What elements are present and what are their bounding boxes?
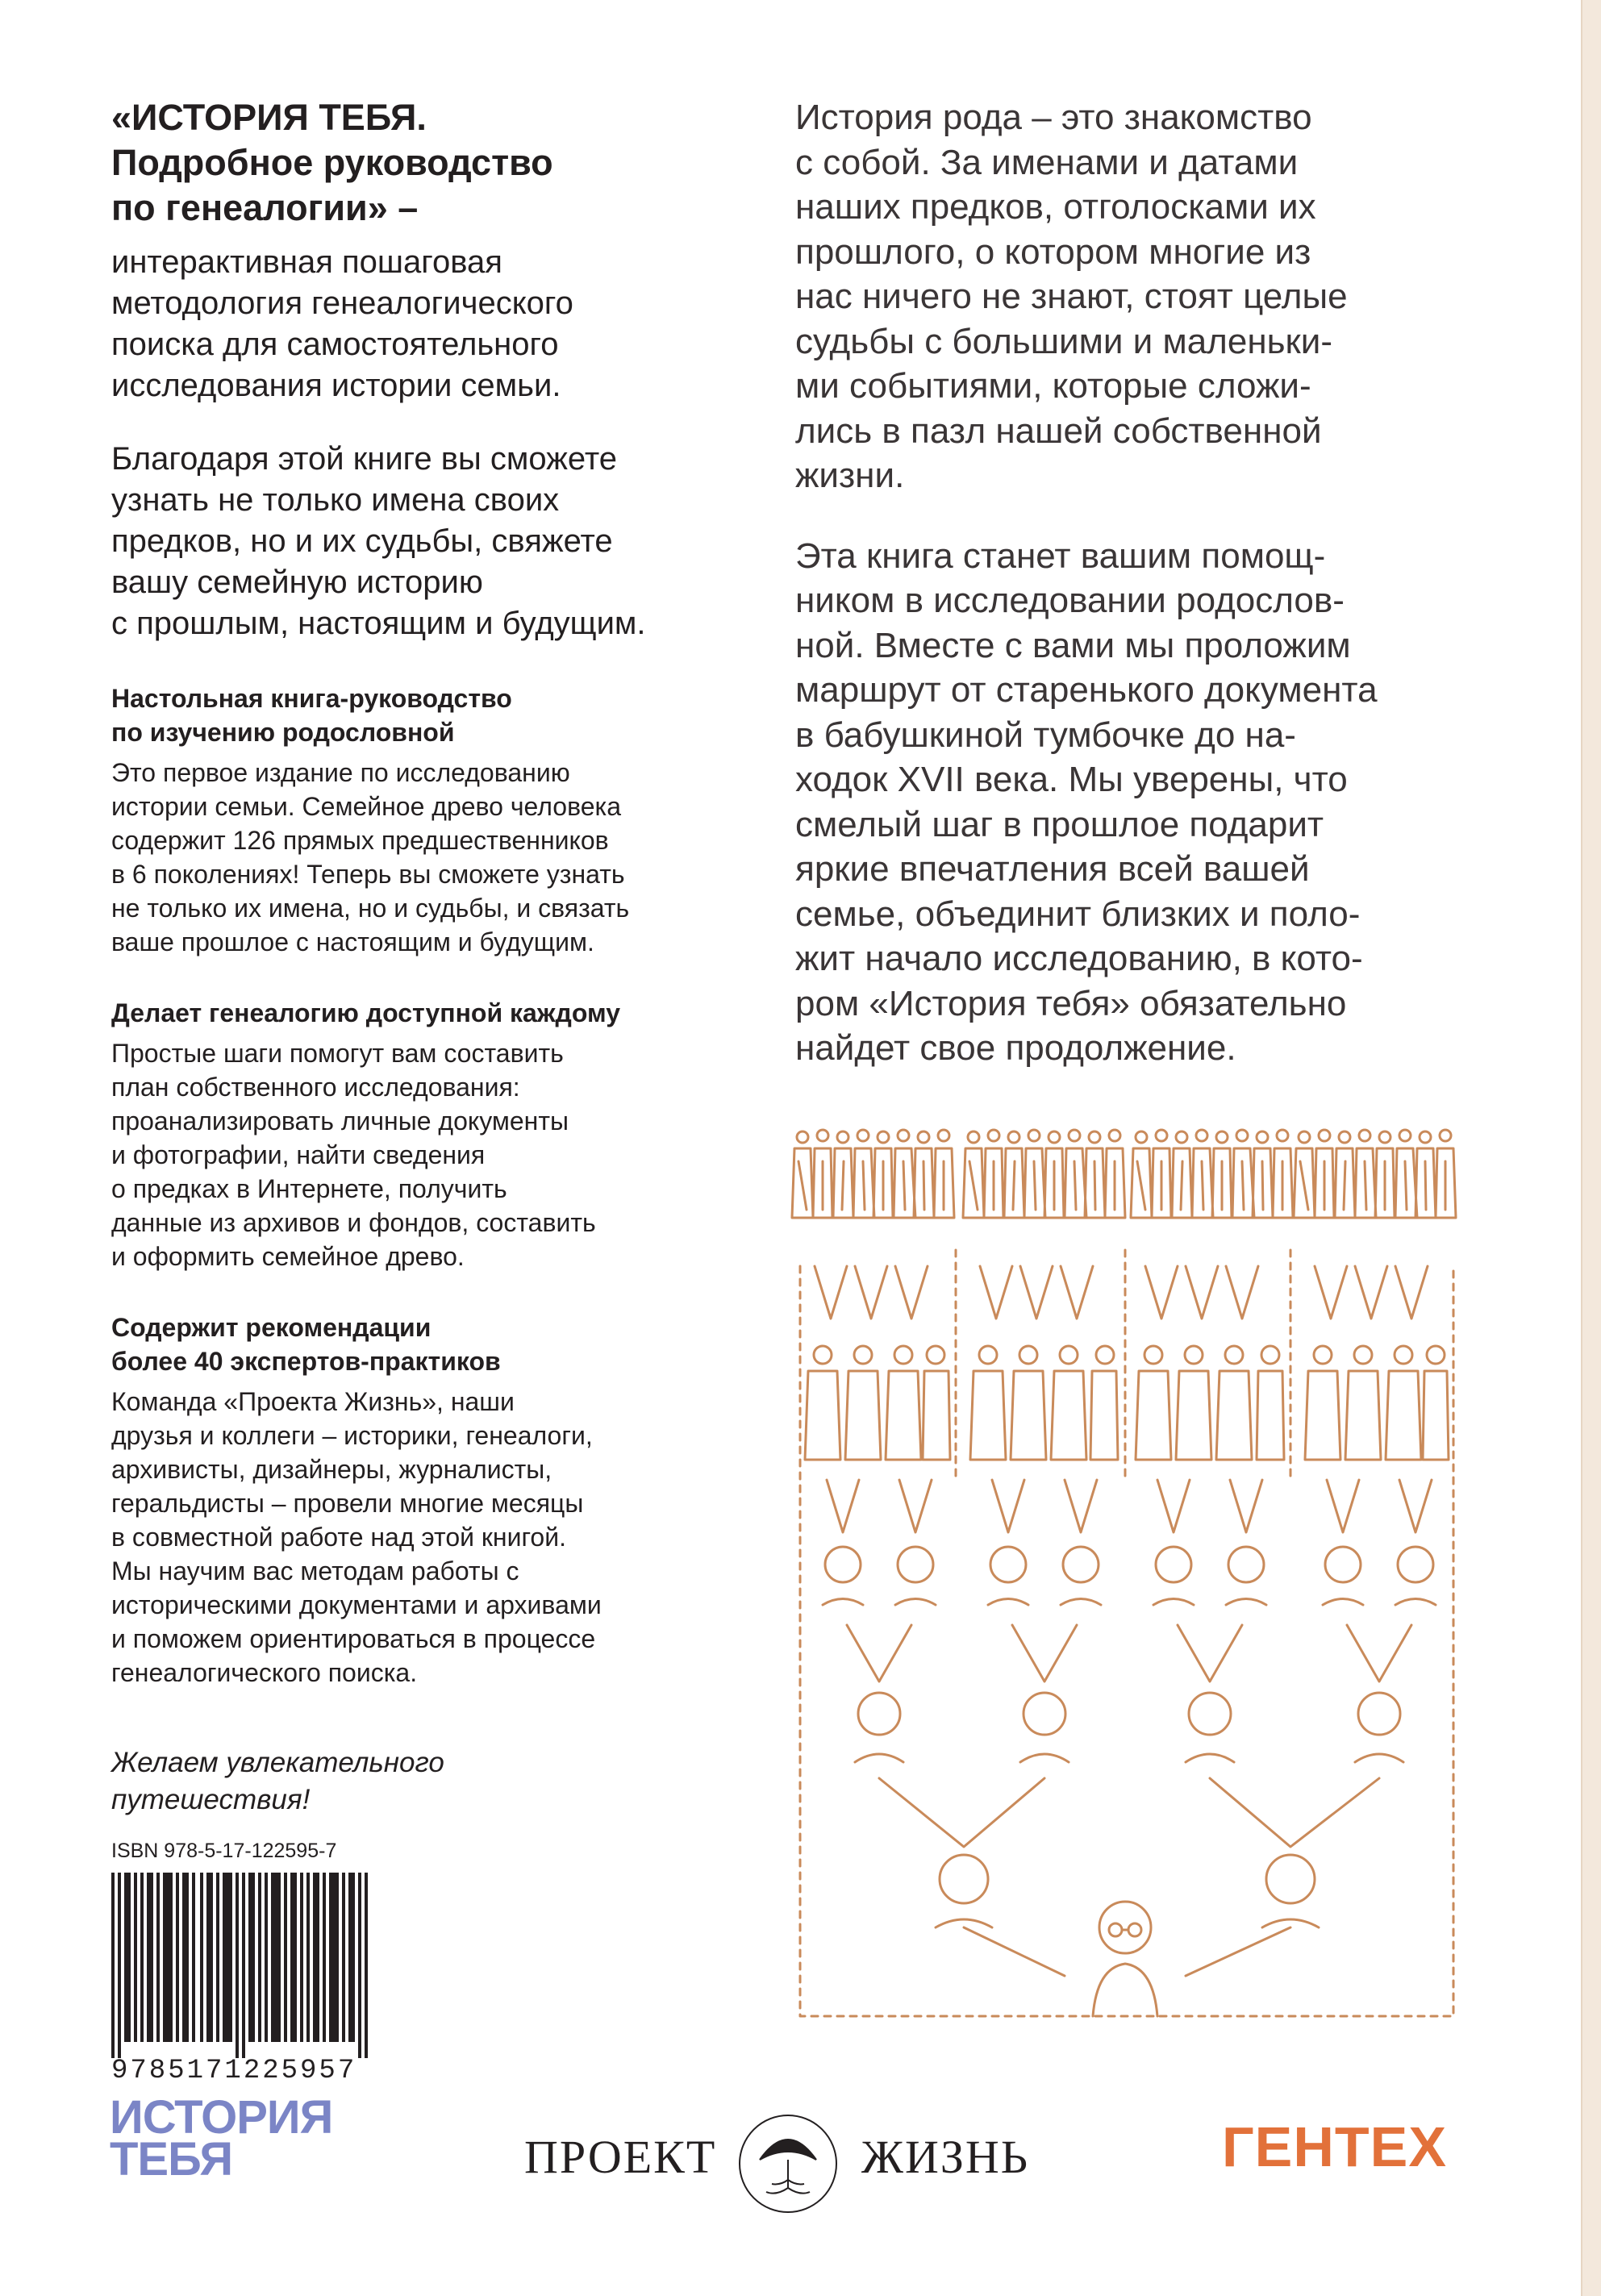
- intro-paragraph: [111, 439, 757, 644]
- istoria-tebya-logo: [110, 2091, 333, 2186]
- heading-line: Настольная книга-руководство: [111, 684, 512, 713]
- section-heading-experts: [111, 1311, 757, 1378]
- paragraph-line: прошлого, о котором многие из: [795, 231, 1311, 272]
- paragraph-line: жизни.: [795, 456, 905, 495]
- body-line: истории семьи. Семейное древо человека: [111, 792, 622, 821]
- intro-line: Благодаря этой книге вы сможете: [111, 441, 617, 477]
- tree-branches-row-1: [815, 1266, 1428, 1319]
- logo-word-right: ЖИЗНЬ: [861, 2131, 1030, 2183]
- body-line: содержит 126 прямых предшественников: [111, 826, 609, 855]
- heading-line: по изучению родословной: [111, 718, 455, 747]
- body-line: проанализировать личные документы: [111, 1106, 569, 1135]
- title-line: Подробное руководство: [111, 142, 553, 183]
- intro-line: узнать не только имена своих: [111, 482, 560, 518]
- body-line: историческими документами и архивами: [111, 1590, 602, 1619]
- section-body-experts: [111, 1385, 757, 1690]
- tree-branches-row-2: [827, 1480, 1432, 1532]
- gentech-logo: ГЕНТЕХ: [1222, 2115, 1448, 2178]
- barcode-icon: [111, 1873, 377, 2058]
- logo-line: ТЕБЯ: [110, 2133, 233, 2186]
- title-line: по генеалогии» –: [111, 187, 419, 228]
- family-tree-illustration: [790, 1121, 1460, 2032]
- left-column: [111, 95, 757, 1819]
- section-body-handbook: [111, 756, 757, 959]
- body-line: Команда «Проекта Жизнь», наши: [111, 1387, 515, 1416]
- book-purpose-paragraph: [795, 534, 1457, 1071]
- paragraph-line: ником в исследовании родослов-: [795, 581, 1345, 620]
- body-line: друзья и коллеги – историки, генеалоги,: [111, 1421, 593, 1450]
- paragraph-line: ром «История тебя» обязательно: [795, 983, 1347, 1023]
- grandparents-row: [823, 1547, 1436, 1605]
- book-title: [111, 95, 757, 231]
- central-child-figure: [1093, 1902, 1157, 2016]
- lead-line: методология генеалогического: [111, 285, 573, 321]
- paragraph-line: в бабушкиной тумбочке до на-: [795, 715, 1296, 755]
- body-line: генеалогического поиска.: [111, 1658, 418, 1687]
- paragraph-line: смелый шаг в прошлое подарит: [795, 804, 1324, 844]
- body-line: в совместной работе над этой книгой.: [111, 1523, 566, 1552]
- wish-line: Желаем увлекательного: [111, 1747, 444, 1778]
- body-line: о предках в Интернете, получить: [111, 1174, 507, 1203]
- body-line: геральдисты – провели многие месяцы: [111, 1489, 584, 1518]
- paragraph-line: найдет свое продолжение.: [795, 1028, 1236, 1068]
- paragraph-line: яркие впечатления всей вашей: [795, 849, 1310, 889]
- paragraph-line: нас ничего не знают, стоят целые: [795, 277, 1348, 316]
- body-line: не только их имена, но и судьбы, и связать: [111, 894, 630, 923]
- crowd-group-2: [963, 1130, 1125, 1218]
- body-line: и оформить семейное древо.: [111, 1242, 465, 1271]
- paragraph-line: лись в пазл нашей собственной: [795, 410, 1322, 451]
- crowd-group-3: [1131, 1130, 1293, 1218]
- logo-line: ИСТОРИЯ: [110, 2091, 333, 2144]
- body-line: ваше прошлое с настоящим и будущим.: [111, 927, 594, 956]
- paragraph-line: жит начало исследованию, в кото-: [795, 939, 1363, 978]
- body-line: Простые шаги помогут вам составить: [111, 1039, 564, 1068]
- isbn-number: ISBN 978-5-17-122595-7: [111, 1840, 337, 1862]
- book-lead: [111, 242, 757, 406]
- great-grandparents-row: [805, 1346, 1449, 1460]
- paragraph-line: ходок XVII века. Мы уверены, что: [795, 760, 1348, 799]
- wish-line: путешествия!: [111, 1784, 311, 1815]
- cover-spine-edge: [1581, 0, 1601, 2296]
- right-column: [795, 95, 1457, 1071]
- lead-line: интерактивная пошаговая: [111, 244, 502, 280]
- history-paragraph: [795, 95, 1457, 498]
- paragraph-line: судьбы с большими и маленьки-: [795, 321, 1333, 361]
- lead-line: поиска для самостоятельного: [111, 327, 559, 362]
- paragraph-line: маршрут от старенького документа: [795, 670, 1378, 710]
- intro-line: вашу семейную историю: [111, 565, 483, 600]
- intro-line: предков, но и их судьбы, свяжете: [111, 523, 613, 559]
- tree-branches-row-3: [847, 1625, 1411, 1681]
- intro-line: с прошлым, настоящим и будущим.: [111, 606, 646, 641]
- proekt-zhizn-logo: [524, 2111, 1049, 2216]
- title-line: «ИСТОРИЯ ТЕБЯ.: [111, 97, 427, 138]
- body-line: Это первое издание по исследованию: [111, 758, 570, 787]
- body-line: архивисты, дизайнеры, журналисты,: [111, 1455, 552, 1484]
- closing-wish: [111, 1744, 757, 1819]
- tree-branches-row-4: [879, 1778, 1379, 1847]
- section-heading-accessible: [111, 996, 757, 1030]
- logo-word-left: ПРОЕКТ: [524, 2131, 717, 2183]
- paragraph-line: ми событиями, которые сложи-: [795, 366, 1311, 406]
- paragraph-line: История рода – это знакомство: [795, 98, 1312, 137]
- barcode-digits: 9785171225957: [111, 2056, 357, 2086]
- lead-line: исследования истории семьи.: [111, 368, 561, 403]
- body-line: Мы научим вас методам работы с: [111, 1556, 519, 1586]
- paragraph-line: семье, объединит близких и поло-: [795, 894, 1361, 934]
- parents-generation-row: [855, 1693, 1403, 1762]
- paragraph-line: ной. Вместе с вами мы проложим: [795, 625, 1351, 665]
- paragraph-line: с собой. За именами и датами: [795, 142, 1299, 182]
- section-heading-handbook: [111, 681, 757, 749]
- crowd-group-1: [792, 1130, 954, 1218]
- body-line: данные из архивов и фондов, составить: [111, 1208, 596, 1237]
- heading-line: Содержит рекомендации: [111, 1313, 432, 1342]
- crowd-group-4: [1294, 1130, 1456, 1218]
- tree-emblem-icon: [736, 2111, 840, 2216]
- body-line: план собственного исследования:: [111, 1073, 520, 1102]
- ancestors-crowd-row: [792, 1130, 1456, 1218]
- heading-line: более 40 экспертов-практиков: [111, 1347, 501, 1376]
- isbn-block: [111, 1839, 377, 2086]
- heading-line: Делает генеалогию доступной каждому: [111, 998, 621, 1027]
- paragraph-line: Эта книга станет вашим помощ-: [795, 535, 1326, 576]
- body-line: и фотографии, найти сведения: [111, 1140, 486, 1169]
- section-body-accessible: [111, 1036, 757, 1273]
- paragraph-line: наших предков, отголосками их: [795, 187, 1316, 227]
- body-line: в 6 поколениях! Теперь вы сможете узнать: [111, 860, 625, 889]
- body-line: и поможем ориентироваться в процессе: [111, 1624, 596, 1653]
- parents-row: [936, 1855, 1319, 1976]
